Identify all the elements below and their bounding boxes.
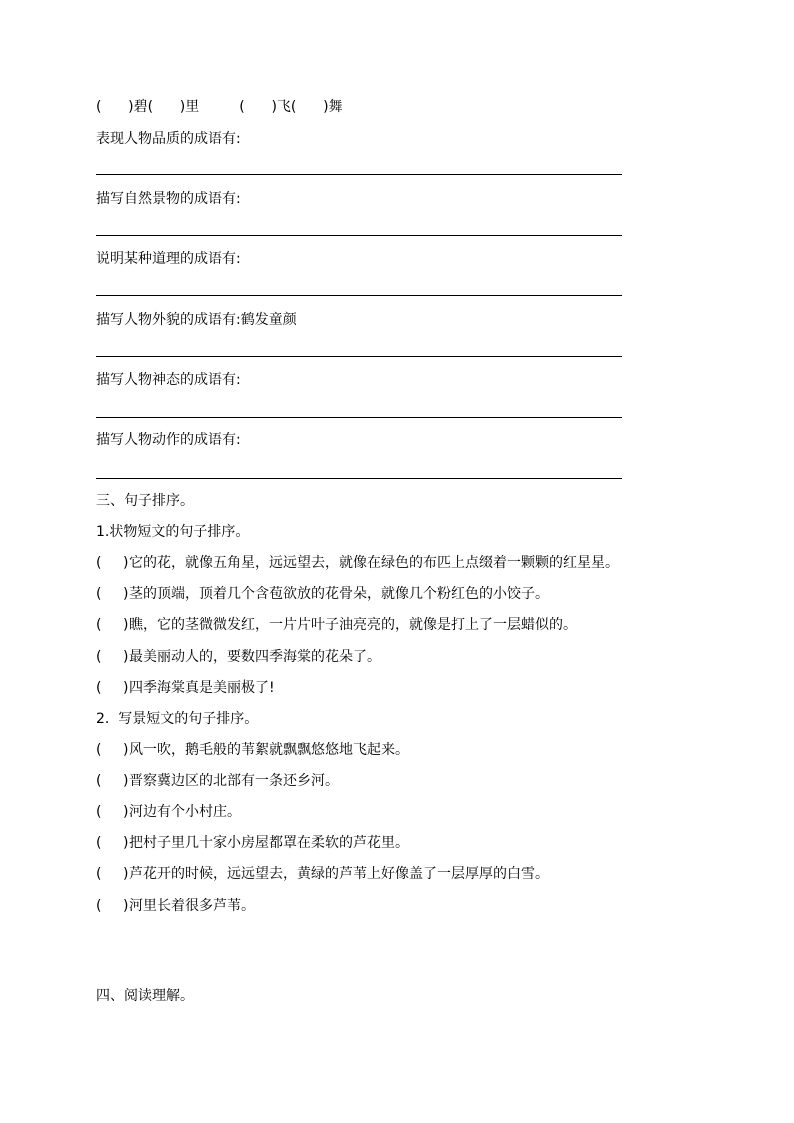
sentence-row: ( )茎的顶端，顶着几个含苞欲放的花骨朵，就像几个粉红色的小饺子。 xyxy=(96,586,549,602)
category-label-action: 描写人物动作的成语有: xyxy=(96,432,241,448)
sentence-row: ( )瞧，它的茎微微发红，一片片叶子油亮亮的，就像是打上了一层蜡似的。 xyxy=(96,617,577,633)
sentence-row: ( )四季海棠真是美丽极了! xyxy=(96,680,275,696)
category-label-reasoning: 说明某种道理的成语有: xyxy=(96,251,241,267)
answer-line[interactable] xyxy=(96,478,622,479)
sentence-row: ( )河里长着很多芦苇。 xyxy=(96,898,255,914)
sentence-row: ( )芦花开的时候，远远望去，黄绿的芦苇上好像盖了一层厚厚的白雪。 xyxy=(96,866,549,882)
answer-line[interactable] xyxy=(96,174,622,175)
category-label-appearance: 描写人物外貌的成语有:鹤发童颜 xyxy=(96,312,297,328)
category-label-expression: 描写人物神态的成语有: xyxy=(96,372,241,388)
sentence-row: ( )晋察冀边区的北部有一条还乡河。 xyxy=(96,773,339,789)
answer-line[interactable] xyxy=(96,356,622,357)
sentence-row: ( )把村子里几十家小房屋都罩在柔软的芦花里。 xyxy=(96,835,409,851)
category-answer: 鹤发童颜 xyxy=(240,312,297,328)
answer-line[interactable] xyxy=(96,295,622,296)
fill-in-blanks-row: ( )碧( )里 ( )飞( )舞 xyxy=(96,99,343,115)
answer-line[interactable] xyxy=(96,417,622,418)
sentence-row: ( )风一吹，鹅毛般的苇絮就飘飘悠悠地飞起来。 xyxy=(96,742,409,758)
sentence-row: ( )最美丽动人的，要数四季海棠的花朵了。 xyxy=(96,649,381,665)
answer-line[interactable] xyxy=(96,235,622,236)
sentence-row: ( )河边有个小村庄。 xyxy=(96,804,241,820)
section-3-title: 三、句子排序。 xyxy=(96,493,194,509)
category-label-character: 表现人物品质的成语有: xyxy=(96,131,241,147)
sentence-row: ( )它的花，就像五角星，远远望去，就像在绿色的布匹上点缀着一颗颗的红星星。 xyxy=(96,555,619,571)
category-label-scenery: 描写自然景物的成语有: xyxy=(96,191,241,207)
section-4-title: 四、阅读理解。 xyxy=(96,988,194,1004)
part-2-title: 2. 写景短文的句子排序。 xyxy=(96,711,259,727)
part-1-title: 1.状物短文的句子排序。 xyxy=(96,524,250,540)
